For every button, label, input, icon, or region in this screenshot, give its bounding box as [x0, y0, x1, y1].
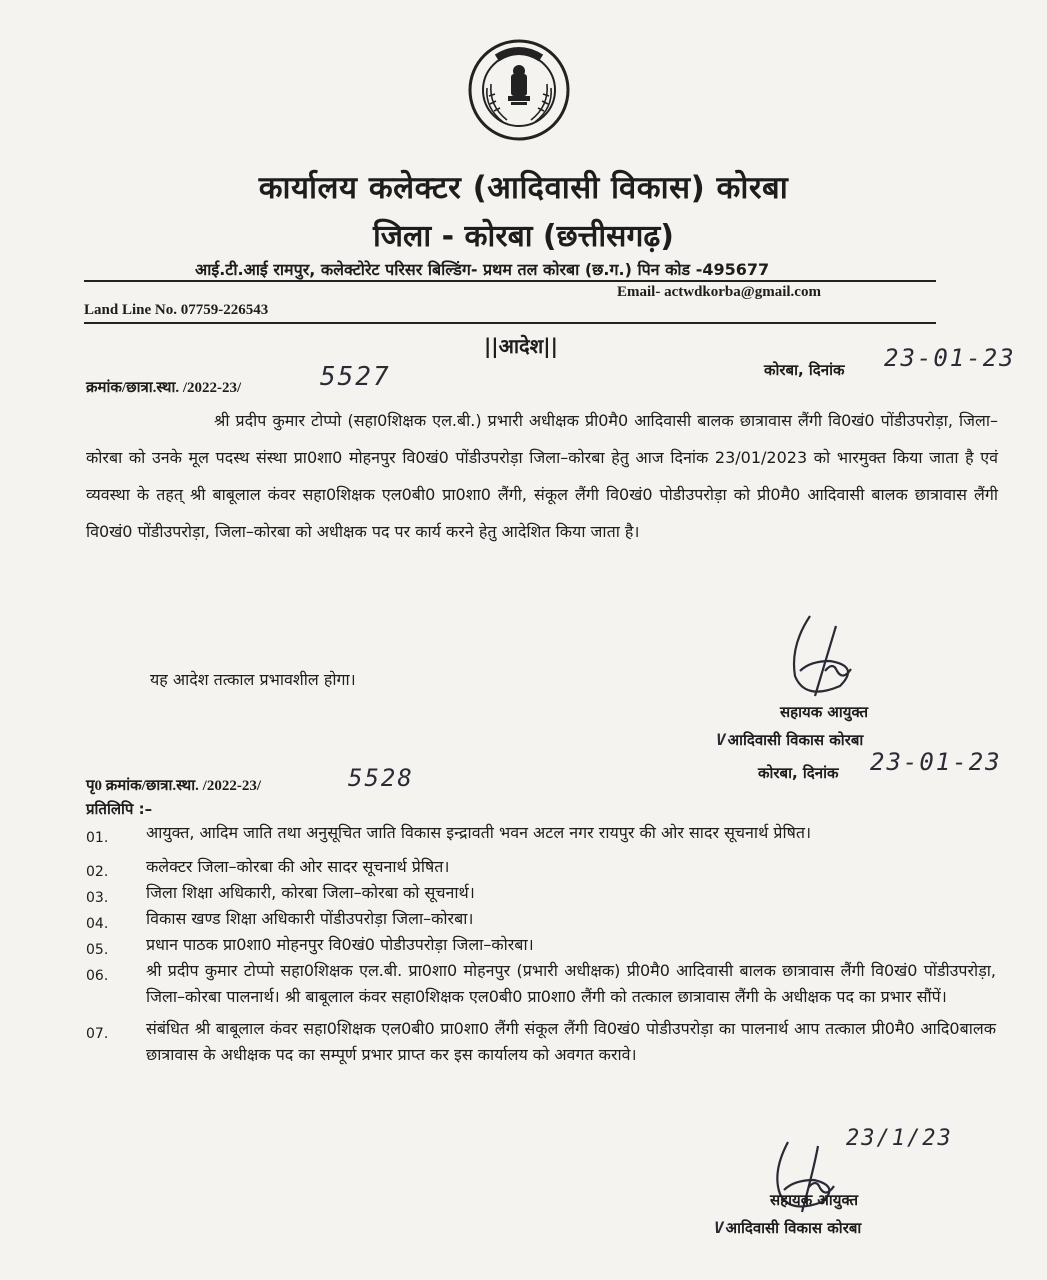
order-body: [86, 402, 998, 550]
signature-icon: [770, 606, 880, 716]
list-item-number: 02.: [86, 864, 109, 880]
list-item-text: जिला शिक्षा अधिकारी, कोरबा जिला–कोरबा को सूचनार्थ।: [146, 883, 475, 902]
signature-date: 23/1/23: [846, 1126, 953, 1151]
header-rule-top: [84, 280, 936, 282]
endorsement-date-value: 23-01-23: [870, 748, 1002, 776]
list-item-number: 04.: [86, 916, 109, 932]
office-landline: Land Line No. 07759-226543: [84, 302, 269, 318]
list-item: [86, 854, 996, 880]
list-item-text: श्री प्रदीप कुमार टोप्पो सहा0शिक्षक एल.बी. प्रा0शा0 मोहनपुर (प्रभारी अधीक्षक) प्री0मै0 आदिवासी बालक छात्रावास लैंगी वि0खं0 पोंडीउपरोड़ा, जिला–कोरबा पालनार्थ। श्री बाबूलाल कंवर सहा0शिक्षक एल0बी0 प्रा0शा0 लैंगी को तत्काल छात्रावास लैंगी के अधीक्षक पद का प्रभार सौंपें।: [146, 961, 996, 1006]
copy-to-list: [86, 820, 996, 1068]
signatory-initial: V: [714, 1218, 726, 1237]
list-item: [86, 932, 996, 958]
order-signatory-title: सहायक आयुक्त: [780, 703, 869, 721]
chhattisgarh-government-emblem-icon: [467, 38, 571, 142]
endorsement-reference-label: पृ0 क्रमांक/छात्रा.स्था. /2022-23/: [86, 778, 261, 794]
list-item: [86, 820, 996, 846]
list-item: [86, 958, 996, 1010]
order-reference-number: 5527: [320, 362, 391, 392]
office-address: आई.टी.आई रामपुर, कलेक्टोरेट परिसर बिल्डिंग- प्रथम तल कोरबा (छ.ग.) पिन कोड -495677: [195, 260, 770, 279]
district-name: जिला - कोरबा (छत्तीसगढ़): [373, 219, 674, 254]
office-email: Email- actwdkorba@gmail.com: [617, 284, 821, 300]
list-item-number: 05.: [86, 942, 109, 958]
endorsement-signatory-dept: [714, 1218, 861, 1238]
order-effect-note: यह आदेश तत्काल प्रभावशील होगा।: [150, 670, 356, 689]
order-title: ||आदेश||: [484, 334, 558, 358]
list-item-text: आयुक्त, आदिम जाति तथा अनुसूचित जाति विकास इन्द्रावती भवन अटल नगर रायपुर की ओर सादर सूचनार्थ प्रेषित।: [146, 823, 812, 842]
list-item-text: विकास खण्ड शिक्षा अधिकारी पोंडीउपरोड़ा जिला–कोरबा।: [146, 909, 474, 928]
order-signatory-dept: [716, 730, 863, 750]
header-rule-bottom: [84, 322, 936, 324]
list-item-text: कलेक्टर जिला–कोरबा की ओर सादर सूचनार्थ प्रेषित।: [146, 857, 450, 876]
list-item: [86, 906, 996, 932]
order-date-value: 23-01-23: [884, 344, 1016, 372]
list-item-text: प्रधान पाठक प्रा0शा0 मोहनपुर वि0खं0 पोडीउपरोड़ा जिला–कोरबा।: [146, 935, 534, 954]
endorsement-date-label: कोरबा, दिनांक: [758, 764, 839, 782]
list-item-number: 03.: [86, 890, 109, 906]
order-body-text: श्री प्रदीप कुमार टोप्पो (सहा0शिक्षक एल.बी.) प्रभारी अधीक्षक प्री0मै0 आदिवासी बालक छात्रावास लैंगी वि0खं0 पोंडीउपरोड़ा, जिला–कोरबा को उनके मूल पदस्थ संस्था प्रा0शा0 मोहनपुर वि0खं0 पोंडीउपरोड़ा जिला–कोरबा हेतु आज दिनांक 23/01/2023 को भारमुक्त किया जाता है एवं व्यवस्था के तहत् श्री बाबूलाल कंवर सहा0शिक्षक एल0बी0 प्रा0शा0 लैंगी, संकूल लैंगी वि0खं0 पोडीउपरोड़ा को प्री0मै0 आदिवासी बालक छात्रावास लैंगी वि0खं0 पोंडीउपरोड़ा, जिला–कोरबा को अधीक्षक पद पर कार्य करने हेतु आदेशित किया जाता है।: [86, 411, 998, 541]
copy-to-label: प्रतिलिपि :–: [86, 800, 153, 818]
signatory-initial: V: [716, 730, 728, 749]
endorsement-signatory-title: सहायक आयुक्त: [770, 1191, 859, 1209]
list-item-text: संबंधित श्री बाबूलाल कंवर सहा0शिक्षक एल0बी0 प्रा0शा0 लैंगी संकूल लैंगी वि0खं0 पोडीउपरोड़ा का पालनार्थ आप तत्काल प्री0मै0 आदि0बालक छात्रावास के अधीक्षक पद का सम्पूर्ण प्रभार प्राप्त कर इस कार्यालय को अवगत करावे।: [146, 1019, 996, 1064]
office-name: कार्यालय कलेक्टर (आदिवासी विकास) कोरबा: [258, 170, 789, 206]
list-item-number: 01.: [86, 830, 109, 846]
list-item-number: 06.: [86, 968, 109, 984]
list-item-number: 07.: [86, 1026, 109, 1042]
list-item: [86, 880, 996, 906]
order-reference-label: क्रमांक/छात्रा.स्था. /2022-23/: [86, 380, 242, 396]
endorsement-reference-number: 5528: [348, 764, 414, 792]
list-item: [86, 1016, 996, 1068]
endorsement-signatory-dept-text: आदिवासी विकास कोरबा: [725, 1219, 862, 1237]
order-signatory-dept-text: आदिवासी विकास कोरबा: [727, 731, 864, 749]
order-date-label: कोरबा, दिनांक: [764, 361, 845, 379]
